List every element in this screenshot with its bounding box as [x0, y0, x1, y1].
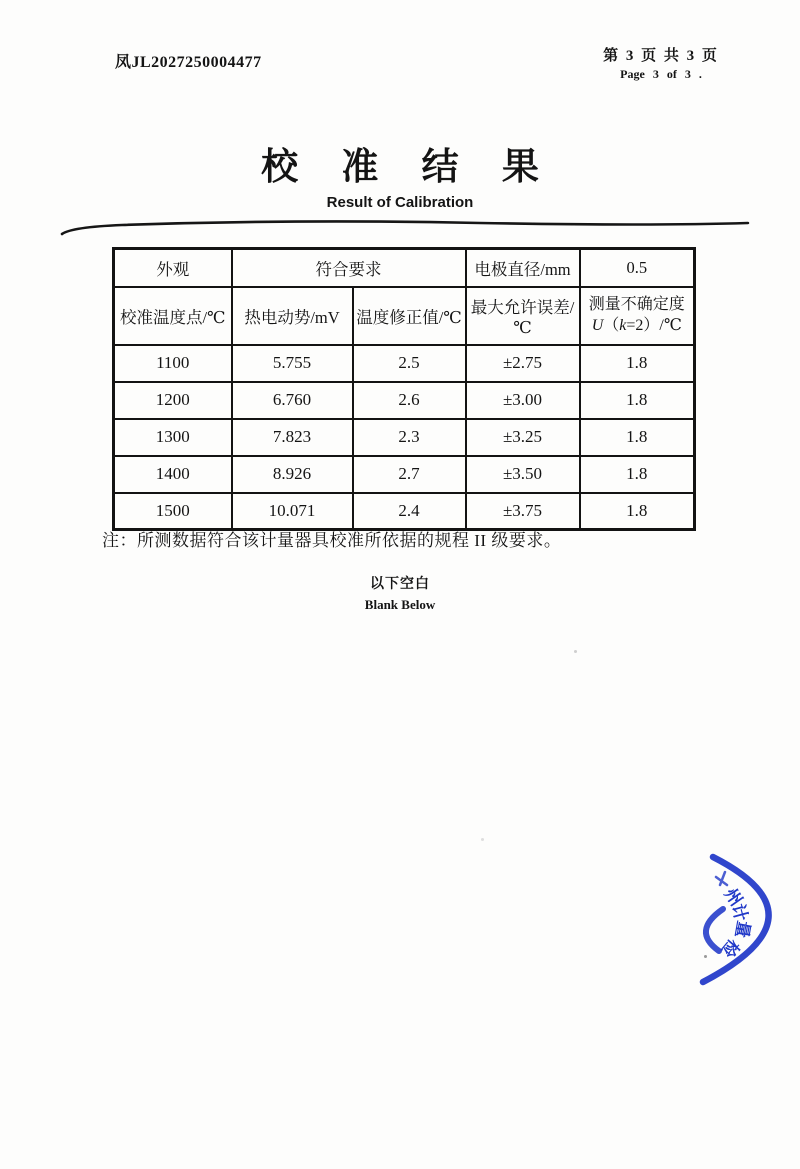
page-subtitle: Result of Calibration: [326, 194, 474, 211]
scan-speck: [481, 838, 484, 841]
cell-correction: 2.6: [353, 382, 466, 419]
stamp-char: 计: [728, 901, 751, 924]
cell-emf: 8.926: [232, 456, 353, 493]
electrode-diameter-value: 0.5: [580, 249, 695, 287]
uncertainty-paren: （: [603, 316, 620, 334]
cell-temperature: 1100: [114, 345, 232, 382]
uncertainty-symbol-u: U: [591, 316, 604, 334]
cell-temperature: 1400: [114, 456, 232, 493]
page-title: 校 准 结 果: [261, 147, 556, 188]
column-header-correction: 温度修正值/℃: [353, 287, 466, 345]
cell-correction: 2.5: [353, 345, 466, 382]
title-underline: [0, 214, 800, 240]
column-header-emf: 热电动势/mV: [232, 287, 353, 345]
appearance-label: 外观: [114, 249, 232, 287]
cell-max-error: ±3.00: [466, 382, 580, 419]
cell-max-error: ±3.75: [466, 493, 580, 530]
uncertainty-symbol-k: k: [619, 316, 627, 334]
certificate-number: 凤JL2027250004477: [115, 54, 262, 71]
cell-uncertainty: 1.8: [580, 382, 695, 419]
page-indicator-en: Page 3 of 3 .: [620, 67, 702, 81]
cell-correction: 2.7: [353, 456, 466, 493]
cell-correction: 2.4: [353, 493, 466, 530]
stamp-char: 州: [720, 884, 746, 910]
cell-temperature: 1300: [114, 419, 232, 456]
cell-emf: 5.755: [232, 345, 353, 382]
cell-emf: 6.760: [232, 382, 353, 419]
uncertainty-rest: =2）/℃: [626, 316, 682, 334]
note-text: 注：所测数据符合该计量器具校准所依据的规程 II 级要求。: [102, 531, 562, 550]
cell-max-error: ±3.25: [466, 419, 580, 456]
cell-uncertainty: 1.8: [580, 419, 695, 456]
stamp-char: 检: [717, 935, 743, 961]
cell-uncertainty: 1.8: [580, 493, 695, 530]
cell-correction: 2.3: [353, 419, 466, 456]
column-header-uncertainty: [580, 287, 695, 345]
scan-speck: [704, 955, 707, 958]
cell-emf: 7.823: [232, 419, 353, 456]
column-header-temperature: 校准温度点/℃: [114, 287, 232, 345]
cell-uncertainty: 1.8: [580, 456, 695, 493]
stamp-partial: [688, 850, 800, 990]
table-row: [114, 493, 695, 530]
cell-max-error: ±2.75: [466, 345, 580, 382]
appearance-value: 符合要求: [232, 249, 466, 287]
stamp-arc-icon: [688, 850, 800, 990]
stamp-char: 量: [731, 919, 754, 940]
table-row: [114, 419, 695, 456]
blank-below-en: Blank Below: [364, 597, 436, 612]
table-row: [114, 382, 695, 419]
table-row: [114, 456, 695, 493]
cell-uncertainty: 1.8: [580, 345, 695, 382]
blank-below-cn: 以下空白: [370, 577, 430, 592]
table-row: [114, 345, 695, 382]
calibration-result-table: [112, 247, 696, 531]
cell-emf: 10.071: [232, 493, 353, 530]
scan-speck: [574, 650, 577, 653]
electrode-diameter-label: 电极直径/mm: [466, 249, 580, 287]
page-indicator: [566, 44, 756, 82]
page-indicator-cn: 第 3 页 共 3 页: [603, 48, 719, 64]
cell-temperature: 1200: [114, 382, 232, 419]
table-header-row: [114, 287, 695, 345]
table-row-appearance: [114, 249, 695, 287]
uncertainty-line1: 测量不确定度: [588, 295, 685, 313]
stamp-partial-glyph: [716, 872, 727, 885]
cell-max-error: ±3.50: [466, 456, 580, 493]
cell-temperature: 1500: [114, 493, 232, 530]
blank-below-block: [0, 573, 800, 613]
column-header-max-error: 最大允许误差/℃: [466, 287, 580, 345]
